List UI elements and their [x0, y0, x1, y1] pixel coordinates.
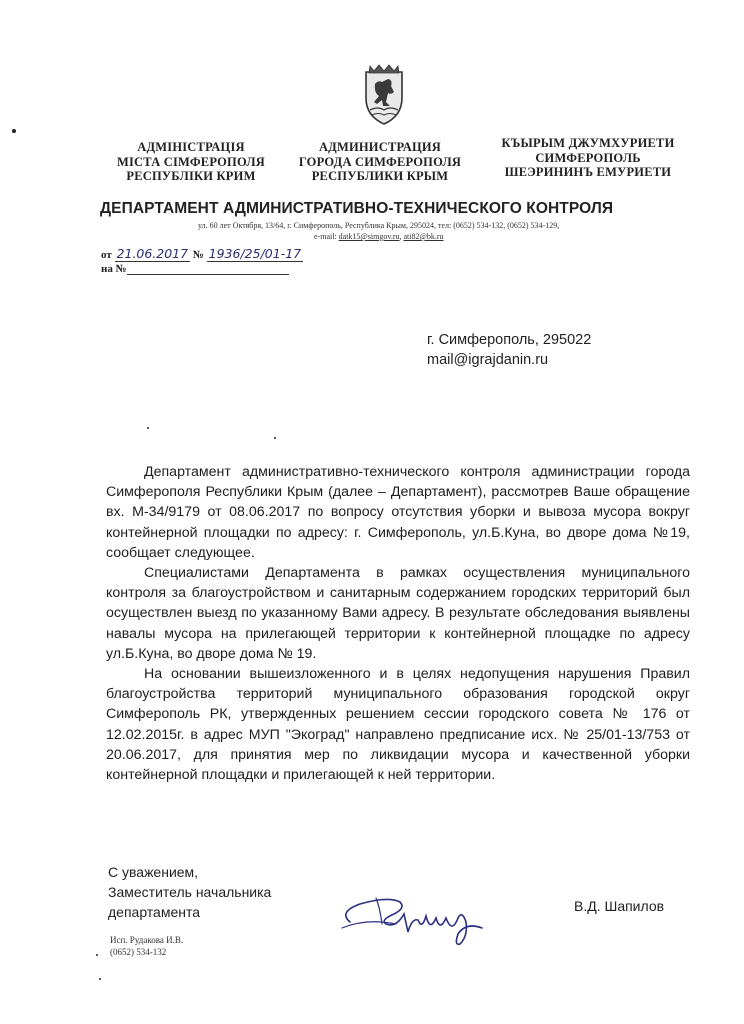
coat-of-arms-icon [358, 62, 410, 126]
header-line: СИМФЕРОПОЛЬ [535, 150, 641, 165]
department-title: ДЕПАРТАМЕНТ АДМИНИСТРАТИВНО-ТЕХНИЧЕСКОГО КОНТРОЛЯ [100, 200, 614, 217]
blank-line [127, 263, 289, 275]
header-ukrainian [108, 140, 274, 184]
signer-department: департамента [108, 904, 201, 920]
header-line: РЕСПУБЛІКИ КРИМ [126, 169, 256, 183]
incoming-reference [101, 263, 289, 275]
number-label: № [192, 249, 204, 261]
outgoing-reference [101, 246, 303, 262]
signer-name: В.Д. Шапилов [574, 898, 665, 914]
executor-block [110, 934, 183, 958]
scan-speck [12, 129, 16, 133]
email-separator: , [399, 232, 404, 241]
recipient-email[interactable]: mail@igrajdanin.ru [427, 352, 549, 368]
handwritten-number: 1936/25/01-17 [208, 246, 302, 261]
paragraph-2: Специалистами Департамента в рамках осуществления муниципального контроля за благоустройством и санитарным содержанием городских территорий был осуществлен выезд по указанному Вами адресу. В результате обследования выявлены навалы мусора на прилегающей территории к контейнерной площадке по адресу ул.Б.Куна, во дворе дома № 19. [106, 565, 690, 662]
header-line: АДМІНІСТРАЦІЯ [137, 140, 245, 154]
signature [336, 888, 506, 950]
email-link-2[interactable]: ati82@bk.ru [403, 232, 444, 241]
scan-speck [96, 954, 98, 956]
scan-speck [274, 437, 276, 439]
email-prefix: e-mail: [314, 232, 339, 241]
header-line: РЕСПУБЛИКИ КРЫМ [311, 169, 449, 183]
header-line: МІСТА СІМФЕРОПОЛЯ [116, 154, 265, 169]
recipient-block [427, 330, 591, 370]
from-label: от [101, 249, 112, 261]
closing-regards: С уважением, [108, 864, 199, 880]
scan-speck [147, 427, 149, 429]
executor-phone: (0652) 534-132 [110, 947, 167, 957]
email-link-1[interactable]: datk15@simgov.ru [338, 232, 400, 241]
department-email [314, 232, 444, 241]
paragraph-1: Департамент административно-технического контроля администрации города Симферополя Республики Крым (далее – Департамент), рассмотрев Ваше обращение вх. М-34/9179 от 08.06.2017 по вопросу отсутствия уборки и вывоза мусора вокруг контейнерной площадки по адресу: г. Симферополь, ул.Б.Куна, во дворе дома №19, сообщает следующее. [106, 464, 690, 561]
paragraph-3: На основании вышеизложенного и в целях недопущения нарушения Правил благоустройства территорий муниципального образования городской округ Симферополь РК, утвержденных решением сессии городского совета № 176 от 12.02.2015г. в адрес МУП "Экоград" направлено предписание исх. № 25/01-13/753 от 20.06.2017, для принятия мер по ликвидации мусора и качественной уборки контейнерной площадки и прилегающей к ней территории. [106, 666, 690, 784]
signer-position: Заместитель начальника [108, 884, 272, 900]
executor-name: Исп. Рудакова И.В. [110, 935, 184, 945]
header-russian [287, 140, 473, 184]
header-line: АДМИНИСТРАЦИЯ [318, 140, 442, 154]
header-crimean-tatar [492, 136, 684, 180]
header-line: ГОРОДА СИМФЕРОПОЛЯ [298, 154, 462, 169]
recipient-city: г. Симферополь, 295022 [427, 332, 592, 348]
department-address: ул. 60 лет Октября, 13/64, г. Симферополь, Республика Крым, 295024, тел: (0652) 534-132, (0652) 534-129, [198, 221, 560, 230]
letter-body [106, 462, 690, 785]
closing-block [108, 862, 271, 922]
scan-speck [99, 978, 101, 980]
handwritten-date: 21.06.2017 [116, 246, 189, 261]
to-number-label: на № [101, 263, 127, 275]
header-line: КЪЫРЫМ ДЖУМХУРИЕТИ [501, 136, 675, 150]
header-line: ШЕЭРИНИНЪ ЕМУРИЕТИ [504, 165, 672, 179]
